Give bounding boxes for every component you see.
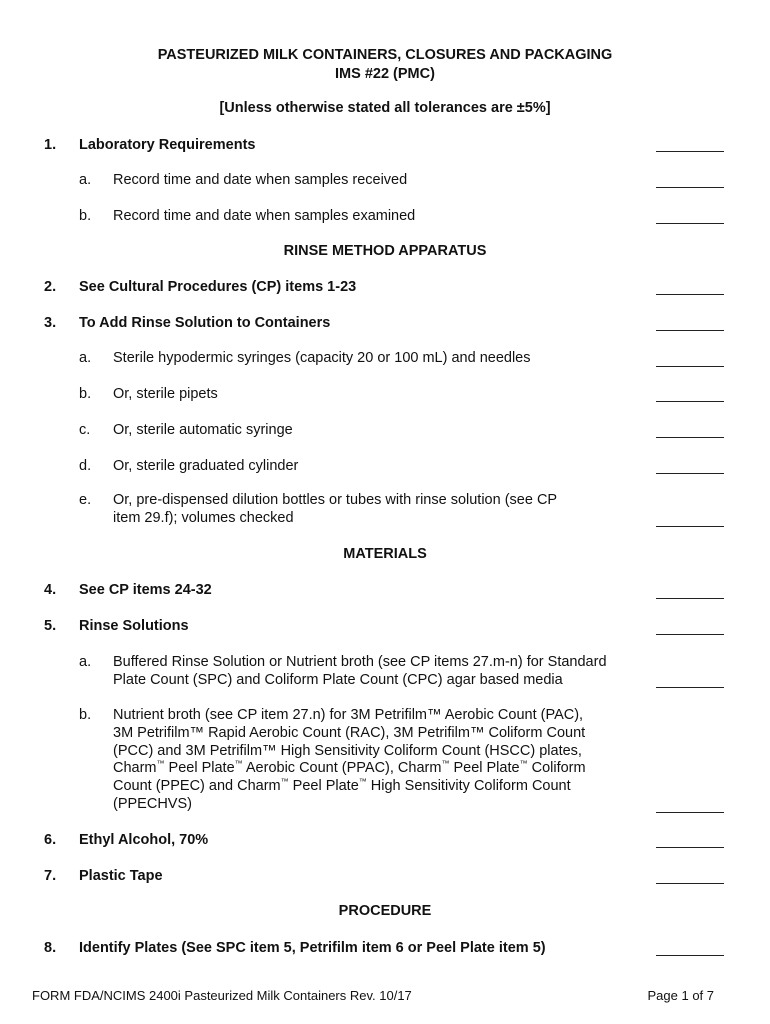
check-blank-3e[interactable] [656, 526, 724, 527]
item-text-line: (PCC) and 3M Petrifilm™ High Sensitivity Coliform Count (HSCC) plates, [113, 742, 582, 759]
trademark-mark: ™ [358, 777, 367, 787]
section-heading-materials: MATERIALS [343, 546, 427, 562]
item-text [113, 707, 643, 814]
check-blank-7[interactable] [656, 883, 724, 884]
check-blank-1[interactable] [656, 151, 724, 152]
item-title: Plastic Tape [79, 868, 163, 884]
section-heading-rinse-apparatus: RINSE METHOD APPARATUS [283, 243, 487, 259]
check-blank-5a[interactable] [656, 687, 724, 688]
item-title: See Cultural Procedures (CP) items 1-23 [79, 279, 357, 295]
item-number: 7. [44, 868, 57, 884]
text-fragment: Peel Plate [288, 778, 359, 795]
text-fragment: Peel Plate [164, 760, 235, 777]
item-text: Or, sterile pipets [113, 386, 218, 402]
check-blank-3b[interactable] [656, 401, 724, 402]
item-text-line: Buffered Rinse Solution or Nutrient broth (see CP items 27.m-n) for Standard [113, 654, 607, 670]
item-text-line: (PPECHVS) [113, 795, 192, 812]
text-fragment: Coliform [527, 760, 586, 777]
item-number: 6. [44, 832, 57, 848]
tolerance-note: [Unless otherwise stated all tolerances are ±5%] [219, 100, 551, 116]
item-number: 4. [44, 582, 57, 598]
item-text: Record time and date when samples examined [113, 208, 416, 224]
item-title: Ethyl Alcohol, 70% [79, 832, 209, 848]
text-fragment: Peel Plate [449, 760, 520, 777]
item-text [113, 654, 643, 690]
trademark-mark: ™ [280, 777, 289, 787]
item-text: Sterile hypodermic syringes (capacity 20 or 100 mL) and needles [113, 350, 531, 366]
check-blank-1b[interactable] [656, 223, 724, 224]
item-letter: a. [79, 350, 92, 366]
item-text-line: 3M Petrifilm™ Rapid Aerobic Count (RAC), 3M Petrifilm™ Coliform Count [113, 724, 586, 741]
item-title: Rinse Solutions [79, 618, 189, 634]
item-text-line: Plate Count (SPC) and Coliform Plate Count (CPC) agar based media [113, 671, 563, 688]
check-blank-3d[interactable] [656, 473, 724, 474]
item-letter: a. [79, 654, 92, 670]
check-blank-3a[interactable] [656, 366, 724, 367]
item-number: 5. [44, 618, 57, 634]
item-text-line [113, 778, 571, 794]
item-text: Record time and date when samples received [113, 172, 408, 188]
text-fragment: Count (PPEC) and Charm [113, 778, 281, 795]
item-text-line: item 29.f); volumes checked [113, 509, 294, 526]
check-blank-5[interactable] [656, 634, 724, 635]
check-blank-2[interactable] [656, 294, 724, 295]
trademark-mark: ™ [234, 759, 243, 769]
item-letter: b. [79, 208, 92, 224]
check-blank-3c[interactable] [656, 437, 724, 438]
check-blank-8[interactable] [656, 955, 724, 956]
item-title: Laboratory Requirements [79, 137, 256, 153]
check-blank-5b[interactable] [656, 812, 724, 813]
item-text-line: Nutrient broth (see CP item 27.n) for 3M Petrifilm™ Aerobic Count (PAC), [113, 707, 584, 723]
form-subtitle: IMS #22 (PMC) [335, 66, 435, 82]
item-letter: b. [79, 386, 92, 402]
item-letter: e. [79, 492, 92, 508]
check-blank-4[interactable] [656, 598, 724, 599]
form-title: PASTEURIZED MILK CONTAINERS, CLOSURES AND PACKAGING [157, 47, 613, 63]
trademark-mark: ™ [441, 759, 450, 769]
item-number: 8. [44, 940, 57, 956]
form-header [0, 46, 770, 84]
check-blank-1a[interactable] [656, 187, 724, 188]
text-fragment: High Sensitivity Coliform Count [366, 778, 571, 795]
trademark-mark: ™ [156, 759, 165, 769]
item-text [113, 492, 643, 528]
page-number: Page 1 of 7 [647, 988, 714, 1003]
item-letter: d. [79, 458, 92, 474]
item-number: 2. [44, 279, 57, 295]
item-title: To Add Rinse Solution to Containers [79, 315, 331, 331]
item-text: Or, sterile automatic syringe [113, 422, 293, 438]
item-letter: c. [79, 422, 91, 438]
item-title: See CP items 24-32 [79, 582, 212, 598]
text-fragment: Charm [113, 760, 157, 777]
form-id: FORM FDA/NCIMS 2400i Pasteurized Milk Containers Rev. 10/17 [32, 988, 412, 1003]
item-text-line [113, 760, 586, 776]
text-fragment: Aerobic Count (PPAC), Charm [242, 760, 442, 777]
check-blank-6[interactable] [656, 847, 724, 848]
item-text-line: Or, pre-dispensed dilution bottles or tubes with rinse solution (see CP [113, 492, 558, 508]
item-number: 3. [44, 315, 57, 331]
section-heading-procedure: PROCEDURE [338, 903, 432, 919]
trademark-mark: ™ [519, 759, 528, 769]
item-title: Identify Plates (See SPC item 5, Petrifilm item 6 or Peel Plate item 5) [79, 940, 546, 956]
item-letter: a. [79, 172, 92, 188]
item-letter: b. [79, 707, 92, 723]
item-text: Or, sterile graduated cylinder [113, 458, 299, 474]
check-blank-3[interactable] [656, 330, 724, 331]
item-number: 1. [44, 137, 57, 153]
